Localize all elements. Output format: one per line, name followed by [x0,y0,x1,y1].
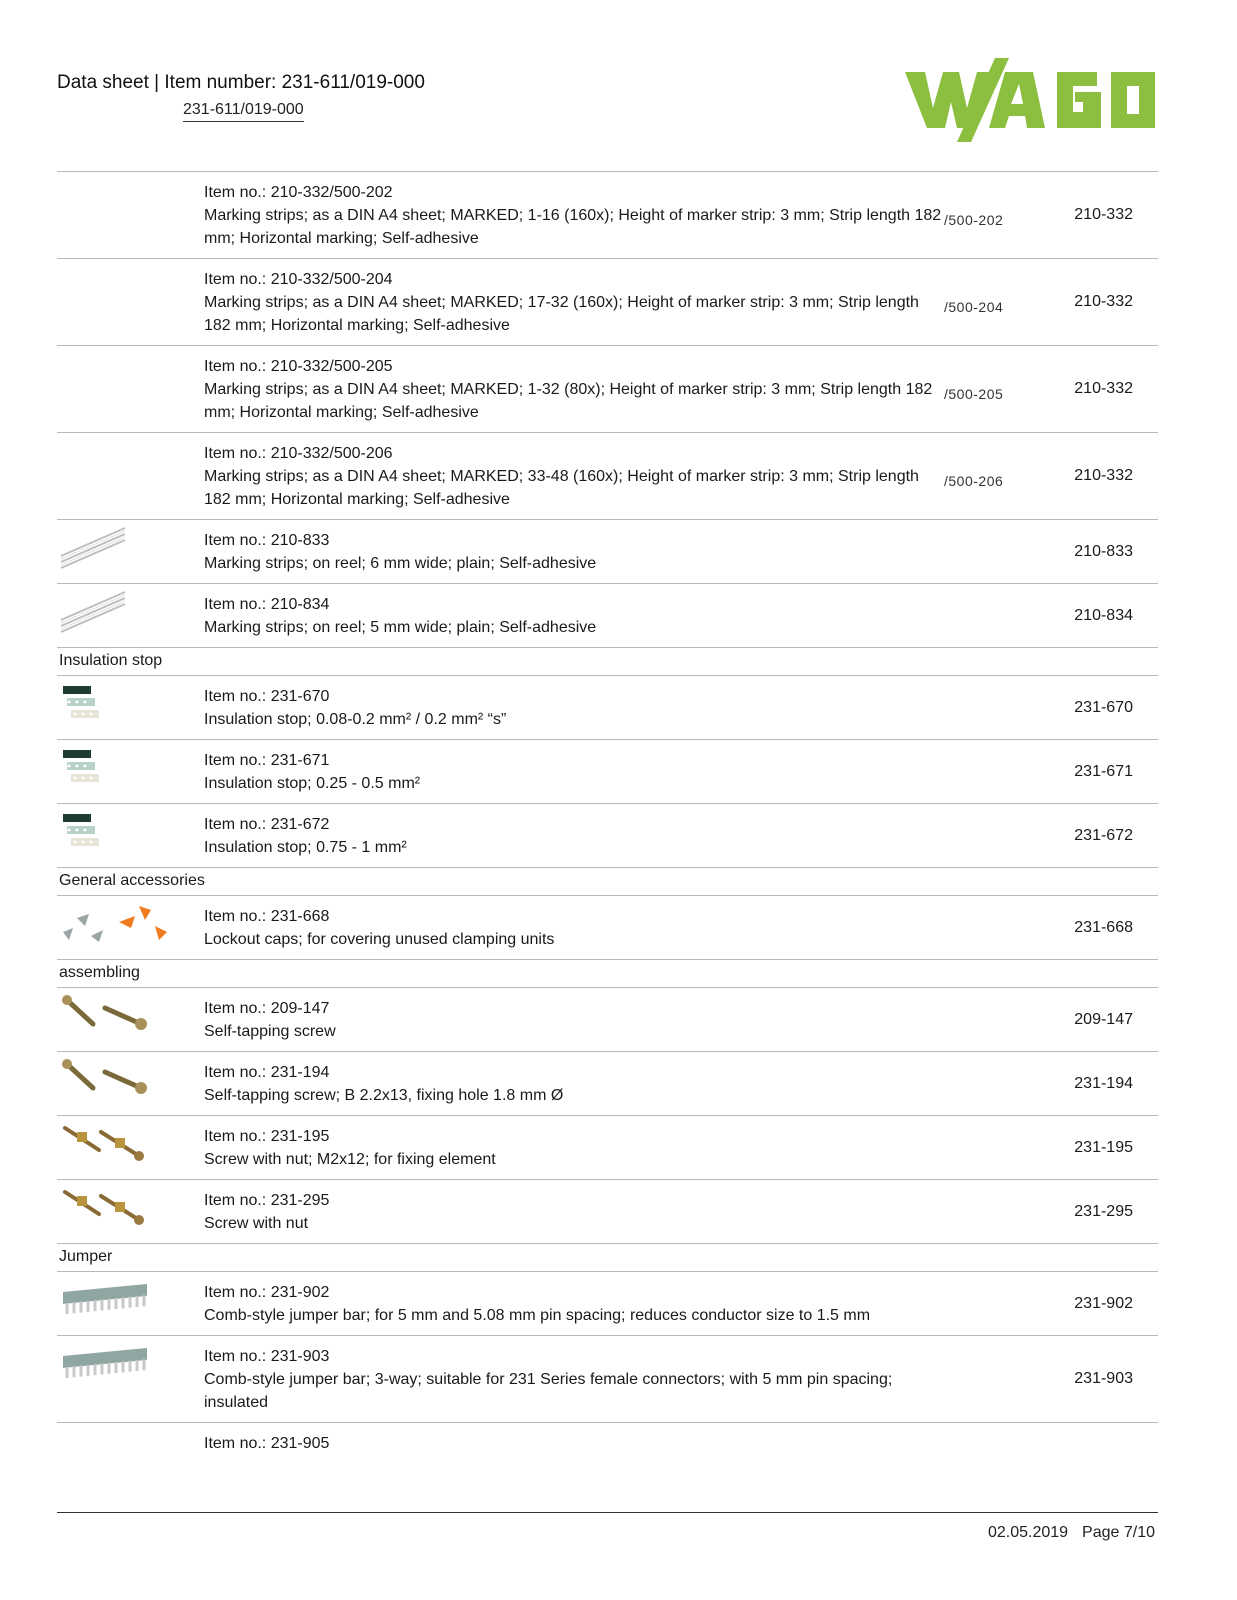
item-description: Marking strips; on reel; 6 mm wide; plain; Self-adhesive [204,555,597,572]
item-description: Screw with nut [204,1215,309,1232]
insulation-stop-image [59,746,129,796]
item-code[interactable]: 231-670 [1074,698,1133,716]
accessory-row [57,1272,1158,1336]
item-description: Comb-style jumper bar; for 5 mm and 5.08 mm pin spacing; reduces conductor size to 1.5 mm [204,1307,871,1324]
item-text [204,1116,944,1179]
item-suffix-fragment: /500-204 [944,299,1004,315]
item-text [204,740,944,803]
item-number[interactable]: Item no.: 210-833 [204,532,330,549]
item-code[interactable]: 231-671 [1074,762,1133,780]
item-code[interactable]: 231-668 [1074,918,1133,936]
insulation-stop-image [59,810,129,860]
item-number[interactable]: Item no.: 231-668 [204,908,330,925]
accessory-row [57,172,1158,259]
screw-image [59,1058,129,1108]
item-text [204,1336,944,1422]
item-code[interactable]: 210-332 [1074,206,1133,223]
lockout-caps-image [59,902,129,952]
accessory-row [57,346,1158,433]
item-code[interactable]: 231-194 [1074,1074,1133,1092]
item-suffix-fragment: /500-205 [944,386,1004,402]
item-suffix-fragment: /500-206 [944,473,1004,489]
jumper-bar-image [59,1342,129,1392]
item-description: Insulation stop; 0.08-0.2 mm² / 0.2 mm² “s” [204,711,507,728]
accessory-row [57,740,1158,804]
item-description: Self-tapping screw [204,1023,336,1040]
item-number[interactable]: Item no.: 231-903 [204,1348,330,1365]
item-text [204,804,944,867]
screw-nut-image [59,1122,129,1172]
item-text [204,1180,944,1243]
item-code[interactable]: 210-332 [1074,467,1133,484]
category-heading: assembling [57,960,1158,988]
accessory-row [57,259,1158,346]
item-code[interactable]: 231-672 [1074,826,1133,844]
accessory-row [57,1052,1158,1116]
item-description: Marking strips; as a DIN A4 sheet; MARKED; 1-32 (80x); Height of marker strip: 3 mm; Strip length 182 mm; Horizontal marking; Self-adhesive [204,381,933,421]
item-number[interactable]: Item no.: 210-332/500-204 [204,271,393,288]
item-code[interactable]: 231-903 [1074,1370,1133,1387]
item-number[interactable]: Item no.: 210-332/500-202 [204,184,393,201]
item-code[interactable]: 210-332 [1074,293,1133,310]
item-description: Marking strips; as a DIN A4 sheet; MARKED; 1-16 (160x); Height of marker strip: 3 mm; Strip length 182 mm; Horizontal marking; Self-adhesive [204,207,942,247]
item-number-link[interactable]: 231-611/019-000 [183,101,304,122]
marking-strip-reel-image [59,590,129,640]
footer-date: 02.05.2019 [987,1524,1069,1541]
item-text [204,172,944,258]
item-text [204,896,944,959]
item-text [204,346,944,432]
footer-divider [57,1512,1158,1513]
jumper-bar-image [59,1278,129,1328]
item-number[interactable]: Item no.: 210-834 [204,596,330,613]
item-number[interactable]: Item no.: 231-194 [204,1064,330,1081]
footer [988,1524,1155,1542]
screw-image [59,994,129,1044]
item-text [204,988,944,1051]
category-heading: General accessories [57,868,1158,896]
wago-logo [905,58,1155,142]
item-description: Marking strips; as a DIN A4 sheet; MARKED; 33-48 (160x); Height of marker strip: 3 mm; Strip length 182 mm; Horizontal marking; Self-adhesive [204,468,919,508]
item-code[interactable]: 210-833 [1074,542,1133,560]
item-number[interactable]: Item no.: 209-147 [204,1000,330,1017]
insulation-stop-image [59,682,129,732]
item-number[interactable]: Item no.: 210-332/500-206 [204,445,393,462]
marking-strip-reel-image [59,526,129,576]
accessory-row [57,988,1158,1052]
accessory-row [57,520,1158,584]
item-number[interactable]: Item no.: 210-332/500-205 [204,358,393,375]
item-number[interactable]: Item no.: 231-672 [204,816,330,833]
item-description: Marking strips; as a DIN A4 sheet; MARKED; 17-32 (160x); Height of marker strip: 3 mm; Strip length 182 mm; Horizontal marking; Self-adhesive [204,294,919,334]
item-number[interactable]: Item no.: 231-905 [204,1435,330,1452]
item-description: Self-tapping screw; B 2.2x13, fixing hole 1.8 mm Ø [204,1087,564,1104]
item-text [204,259,944,345]
item-number[interactable]: Item no.: 231-671 [204,752,330,769]
item-code[interactable]: 209-147 [1074,1010,1133,1028]
accessory-row [57,1423,1158,1463]
item-text [204,676,944,739]
accessory-row [57,1180,1158,1244]
screw-nut-image [59,1186,129,1236]
accessory-row [57,1116,1158,1180]
item-code[interactable]: 210-834 [1074,606,1133,624]
item-number[interactable]: Item no.: 231-295 [204,1192,330,1209]
item-text [204,520,944,583]
item-number[interactable]: Item no.: 231-195 [204,1128,330,1145]
item-text [204,584,944,647]
item-description: Marking strips; on reel; 5 mm wide; plain; Self-adhesive [204,619,597,636]
footer-page: Page 7/10 [1082,1524,1155,1541]
item-text [204,1423,944,1463]
item-code[interactable]: 231-902 [1074,1294,1133,1312]
item-description: Lockout caps; for covering unused clamping units [204,931,555,948]
item-text [204,1052,944,1115]
item-code[interactable]: 231-295 [1074,1202,1133,1220]
accessory-row [57,584,1158,648]
item-number[interactable]: Item no.: 231-670 [204,688,330,705]
accessory-list [57,171,1158,1463]
item-text [204,1272,944,1335]
category-heading: Jumper [57,1244,1158,1272]
item-code[interactable]: 210-332 [1074,380,1133,397]
item-number[interactable]: Item no.: 231-902 [204,1284,330,1301]
item-text [204,433,944,519]
accessory-row [57,1336,1158,1423]
item-description: Insulation stop; 0.25 - 0.5 mm² [204,775,421,792]
page-title: Data sheet | Item number: 231-611/019-000 [57,72,425,93]
accessory-row [57,433,1158,520]
accessory-row [57,896,1158,960]
item-description: Comb-style jumper bar; 3-way; suitable for 231 Series female connectors; with 5 mm pin spacing; insulated [204,1371,893,1411]
item-code[interactable]: 231-195 [1074,1138,1133,1156]
accessory-row [57,676,1158,740]
item-description: Screw with nut; M2x12; for fixing element [204,1151,496,1168]
accessory-row [57,804,1158,868]
category-heading: Insulation stop [57,648,1158,676]
item-suffix-fragment: /500-202 [944,212,1004,228]
item-description: Insulation stop; 0.75 - 1 mm² [204,839,407,856]
